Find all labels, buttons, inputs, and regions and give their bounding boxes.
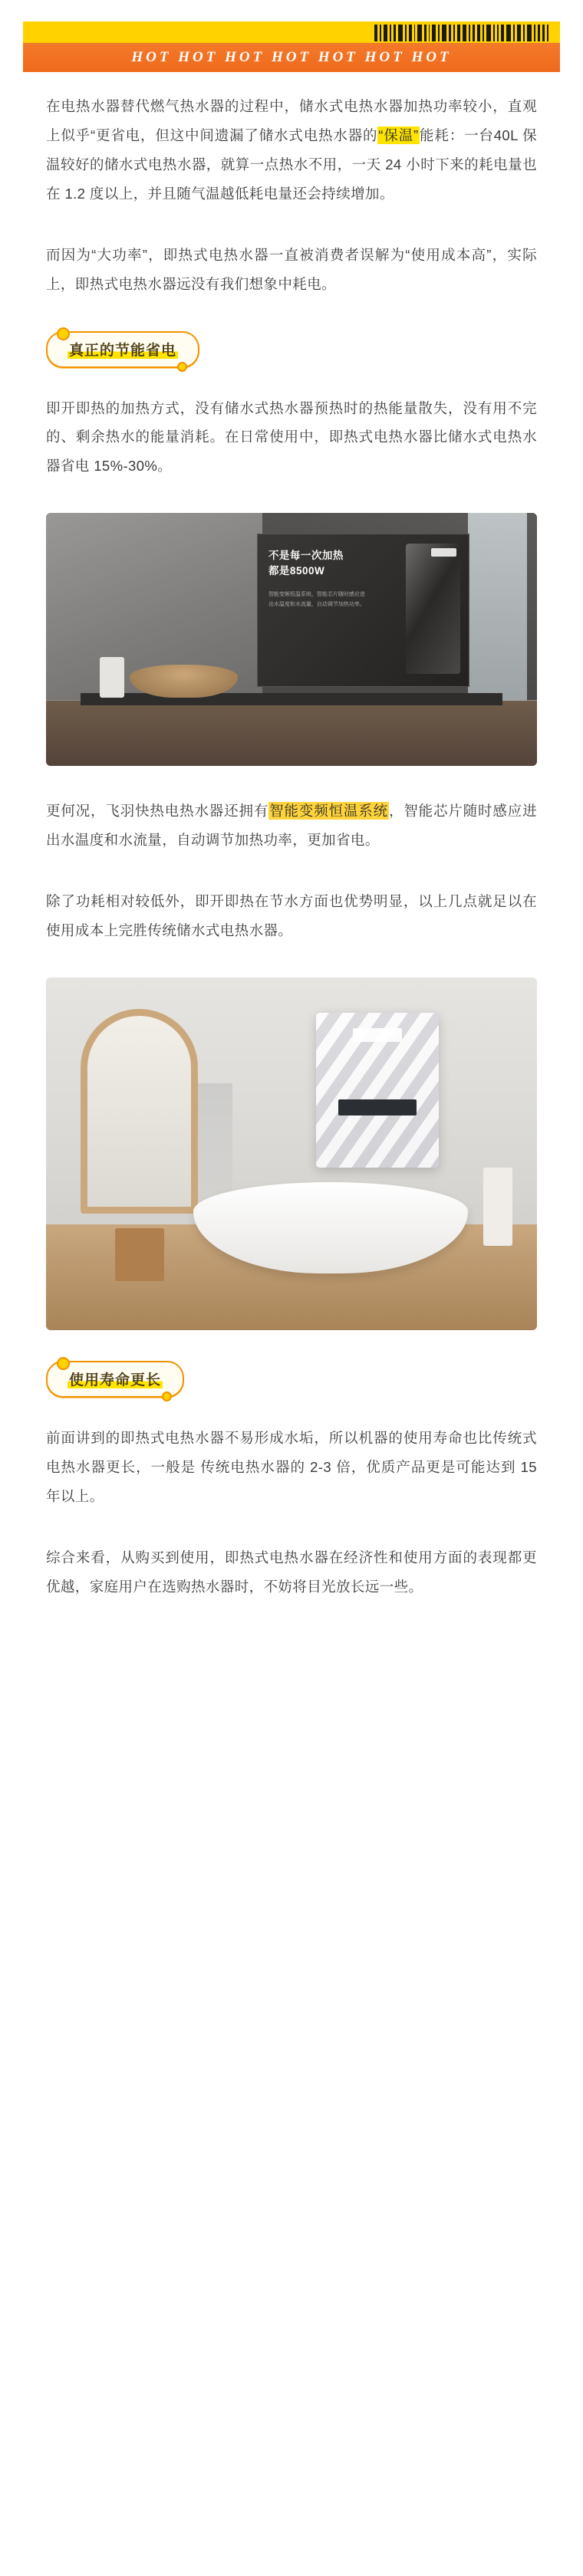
section-title-1: 真正的节能省电: [69, 342, 177, 359]
figure1-brand-logo-icon: [431, 548, 456, 557]
figure1-basin: [130, 665, 238, 698]
figure1-ad-title-line1: 不是每一次加热: [268, 549, 344, 561]
figure1-ad-subtitle: 智能变频恒温系统，智能芯片随时感应进出水温度和水流量，自动调节加热功率。: [268, 591, 365, 607]
section-pill-energy-saving: [46, 331, 199, 368]
paragraph-4: 更何况，飞羽快热电热水器还拥有智能变频恒温系统，智能芯片随时感应进出水温度和水流量，自动调节加热功率，更加省电。: [46, 803, 537, 849]
figure1-towel: [100, 657, 124, 698]
header-hot-text: HOT HOT HOT HOT HOT HOT HOT: [131, 49, 452, 65]
article-content: [0, 92, 583, 1649]
figure1-floor: [46, 701, 537, 767]
figure2-water-heater-device: [316, 1013, 439, 1168]
paragraph-2: 而因为“大功率”，即热式电热水器一直被消费者误解为“使用成本高”，实际上，即热式电热水器远没有我们想象中耗电。: [46, 246, 537, 292]
paragraph-6: 前面讲到的即热式电热水器不易形成水垢，所以机器的使用寿命也比传统式电热水器更长，一般是 传统电热水器的 2-3 倍，优质产品更是可能达到 15 年以上。: [46, 1429, 537, 1504]
bottom-spacer: [46, 1634, 537, 1649]
figure2-control-screen: [338, 1099, 417, 1115]
section-title-2: 使用寿命更长: [69, 1372, 162, 1388]
figure-bathroom-heater: [46, 978, 537, 1330]
paragraph-7: 综合来看，从购买到使用，即热式电热水器在经济性和使用方面的表现都更优越，家庭用户在选购热水器时，不妨将目光放长远一些。: [46, 1549, 537, 1595]
figure2-stool: [115, 1228, 164, 1281]
figure1-ad-title-line2: 都是8500W: [268, 564, 325, 577]
section-heading-2: [46, 1361, 537, 1398]
barcode-decoration-icon: [374, 25, 551, 41]
section-heading-1: [46, 331, 537, 368]
figure1-counter: [81, 693, 502, 706]
highlight-inverter-system: 智能变频恒温系统: [269, 803, 388, 820]
figure1-ad-panel: [257, 534, 469, 687]
figure1-window: [468, 513, 527, 710]
header-banner: [0, 0, 583, 92]
section-pill-longer-lifespan: [46, 1361, 184, 1398]
paragraph-3: 即开即热的加热方式，没有储水式热水器预热时的热能量散失，没有用不完的、剩余热水的能量消耗。在日常使用中，即热式电热水器比储水式电热水器省电 15%-30%。: [46, 399, 537, 475]
figure2-towel: [483, 1168, 512, 1245]
highlight-insulation: “保温”: [378, 127, 419, 143]
paragraph-1: 在电热水器替代燃气热水器的过程中，储水式电热水器加热功率较小，直观上似乎“更省电，但这中间遗漏了储水式电热水器的“保温”能耗：一台40L 保温较好的储水式电热水器，就算一点热水不用，一天 24 小时下来的耗电量也在 1.2 度以上，并且随气温越低耗电量还会持续增加。: [46, 98, 537, 202]
figure-water-heater-ad: [46, 513, 537, 766]
figure2-brand-logo-icon: [353, 1028, 402, 1042]
figure1-water-heater-device: [406, 544, 461, 674]
figure1-ad-title: [268, 548, 344, 580]
figure2-mirror: [81, 1009, 199, 1214]
paragraph-5: 除了功耗相对较低外，即开即热在节水方面也优势明显，以上几点就足以在使用成本上完胜传统储水式电热水器。: [46, 893, 537, 939]
